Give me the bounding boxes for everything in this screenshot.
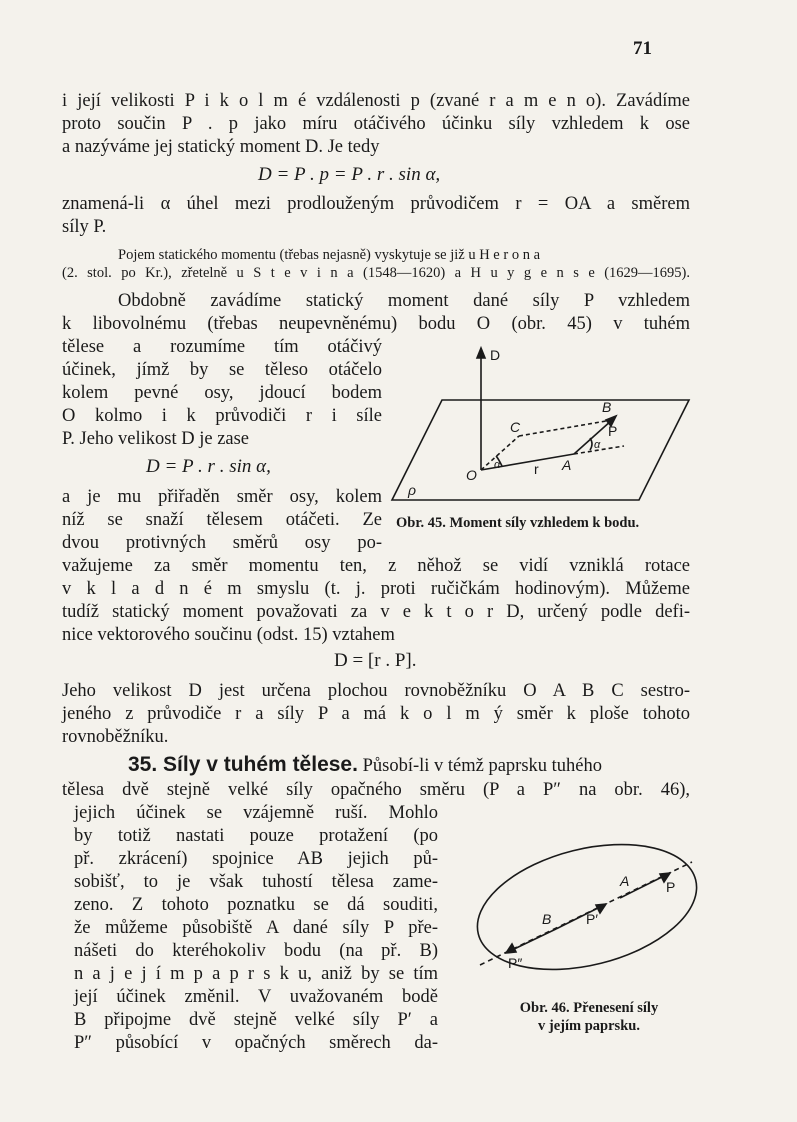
fig45-caption: Obr. 45. Moment síly vzhledem k bodu.	[396, 515, 640, 531]
fig45-label-O: O	[466, 467, 477, 483]
para2-narrow-3: kolem pevné osy, jdoucí bodem	[62, 383, 382, 403]
para2-line-2: k libovolnému (třebas neupevněnému) bodu O (obr. 45) v tuhém	[62, 314, 690, 334]
para2-narrow-2: účinek, jímž by se těleso otáčelo	[62, 360, 382, 380]
para2-rest-1: važujeme za směr momentu ten, z něhož se vidí vzniklá rotace	[62, 556, 690, 576]
para2-final-1: Jeho velikost D jest určena plochou rovnoběžníku O A B C sestro-	[62, 681, 690, 701]
page-number: 71	[633, 38, 652, 59]
fig46-label-B: B	[542, 911, 552, 927]
section35-heading: 35. Síly v tuhém tělese.	[128, 753, 358, 776]
fig45-label-A: A	[562, 457, 572, 473]
equation-static-moment: D = P . p = P . r . sin α,	[258, 164, 441, 185]
para1-line-2: proto součin P . p jako míru otáčivého účinku síly vzhledem k ose	[62, 114, 690, 134]
para2-rest-4: nice vektorového součinu (odst. 15) vztahem	[62, 625, 395, 645]
para1-line-1: i její velikosti P i k o l m é vzdálenosti p (zvané r a m e n o). Zavádíme	[62, 91, 690, 111]
section35-narrow-8: n a j e j í m p a p r s k u, aniž by se tím	[74, 964, 438, 984]
fig46-label-P: P	[666, 879, 676, 895]
fig46-force-P2-arrowhead	[506, 944, 516, 953]
fig45-label-r: r	[534, 461, 539, 477]
section35-first-line	[128, 754, 602, 778]
section35-narrow-4: sobišť, to je však tuhostí tělesa zame-	[74, 872, 438, 892]
fig45-label-C: C	[510, 419, 521, 435]
fig46-caption-1: Obr. 46. Přenesení síly	[519, 1000, 659, 1016]
fig45-label-P: P	[608, 423, 618, 439]
fig46-label-A: A	[620, 873, 630, 889]
fig45-label-rho: ρ	[408, 482, 417, 498]
fig45-label-B: B	[602, 399, 612, 415]
footnote-line-2: (2. stol. po Kr.), zřetelně u S t e v i n a (1548—1620) a H u y g e n s e (1629—1695).	[62, 265, 690, 281]
section35-narrow-2: by totiž nastati pouze protažení (po	[74, 826, 438, 846]
fig45-dashed-CB	[519, 420, 612, 436]
fig45-label-D: D	[490, 347, 501, 363]
fig45-angle-arc-A	[590, 438, 592, 450]
footnote-line-1: Pojem statického momentu (třebas nejasně) vyskytuje se již u H e r o n a	[118, 247, 541, 263]
equation-vector-product: D = [r . P].	[334, 650, 417, 671]
section35-first-line-rest: Působí-li v témž paprsku tuhého	[362, 756, 603, 776]
para2-final-2: jeného z průvodiče r a síly P a má k o l m ý směr k ploše tohoto	[62, 704, 690, 724]
section35-narrow-10: B připojme dvě stejně velké síly P′ a	[74, 1010, 438, 1030]
para2-after-3: dvou protivných směrů osy po-	[62, 533, 382, 553]
section35-line-2: tělesa dvě stejně velké síly opačného směru (P a P″ na obr. 46),	[62, 780, 690, 800]
fig46-caption-2: v jejím paprsku.	[538, 1018, 640, 1034]
fig45-force-P	[574, 420, 612, 454]
figure-46	[470, 828, 704, 986]
fig46-label-P1: P′	[586, 911, 598, 927]
section35-narrow-6: že můžeme působiště A dané síly P pře-	[74, 918, 438, 938]
fig46-label-P2: P″	[508, 955, 523, 971]
fig45-label-alpha-A: α	[594, 439, 601, 451]
para2-line-1: Obdobně zavádíme statický moment dané síly P vzhledem	[118, 291, 690, 311]
para1-line-3: a nazýváme jej statický moment D. Je tedy	[62, 137, 380, 157]
para2-narrow-1: tělese a rozumíme tím otáčivý	[62, 337, 382, 357]
figure-45	[384, 340, 704, 512]
para2-narrow-5: P. Jeho velikost D je zase	[62, 429, 250, 449]
section35-narrow-9: její účinek změnil. V uvažovaném bodě	[74, 987, 438, 1007]
section35-narrow-11: P″ působící v opačných směrech da-	[74, 1033, 438, 1053]
para2-after-2: níž se snaží tělesem otáčeti. Ze	[62, 510, 382, 530]
section35-narrow-3: př. zkrácení) spojnice AB jejich pů-	[74, 849, 438, 869]
section35-narrow-7: nášeti do kteréhokoliv bodu (na př. B)	[74, 941, 438, 961]
equation-moment-2: D = P . r . sin α,	[146, 456, 271, 477]
para2-final-3: rovnoběžníku.	[62, 727, 169, 747]
fig46-body-ellipse	[470, 828, 704, 986]
para1-after-line-2: síly P.	[62, 217, 107, 237]
para1-after-line-1: znamená-li α úhel mezi prodlouženým průvodičem r = OA a směrem	[62, 194, 690, 214]
fig46-force-P2	[510, 929, 556, 951]
fig45-label-alpha-O: α	[494, 459, 501, 471]
fig45-axis-D-arrowhead	[477, 348, 485, 358]
section35-narrow-5: zeno. Z tohoto poznatku se dá souditi,	[74, 895, 438, 915]
section35-narrow-1: jejich účinek se vzájemně ruší. Mohlo	[74, 803, 438, 823]
para2-narrow-4: O kolmo i k průvodiči r i síle	[62, 406, 382, 426]
para2-after-1: a je mu přiřaděn směr osy, kolem	[62, 487, 382, 507]
para2-rest-3: tudíž statický moment považovati za v e k t o r D, určený podle defi-	[62, 602, 690, 622]
para2-rest-2: v k l a d n é m smyslu (t. j. proti ručičkám hodinovým). Můžeme	[62, 579, 690, 599]
fig45-plane	[392, 400, 689, 500]
